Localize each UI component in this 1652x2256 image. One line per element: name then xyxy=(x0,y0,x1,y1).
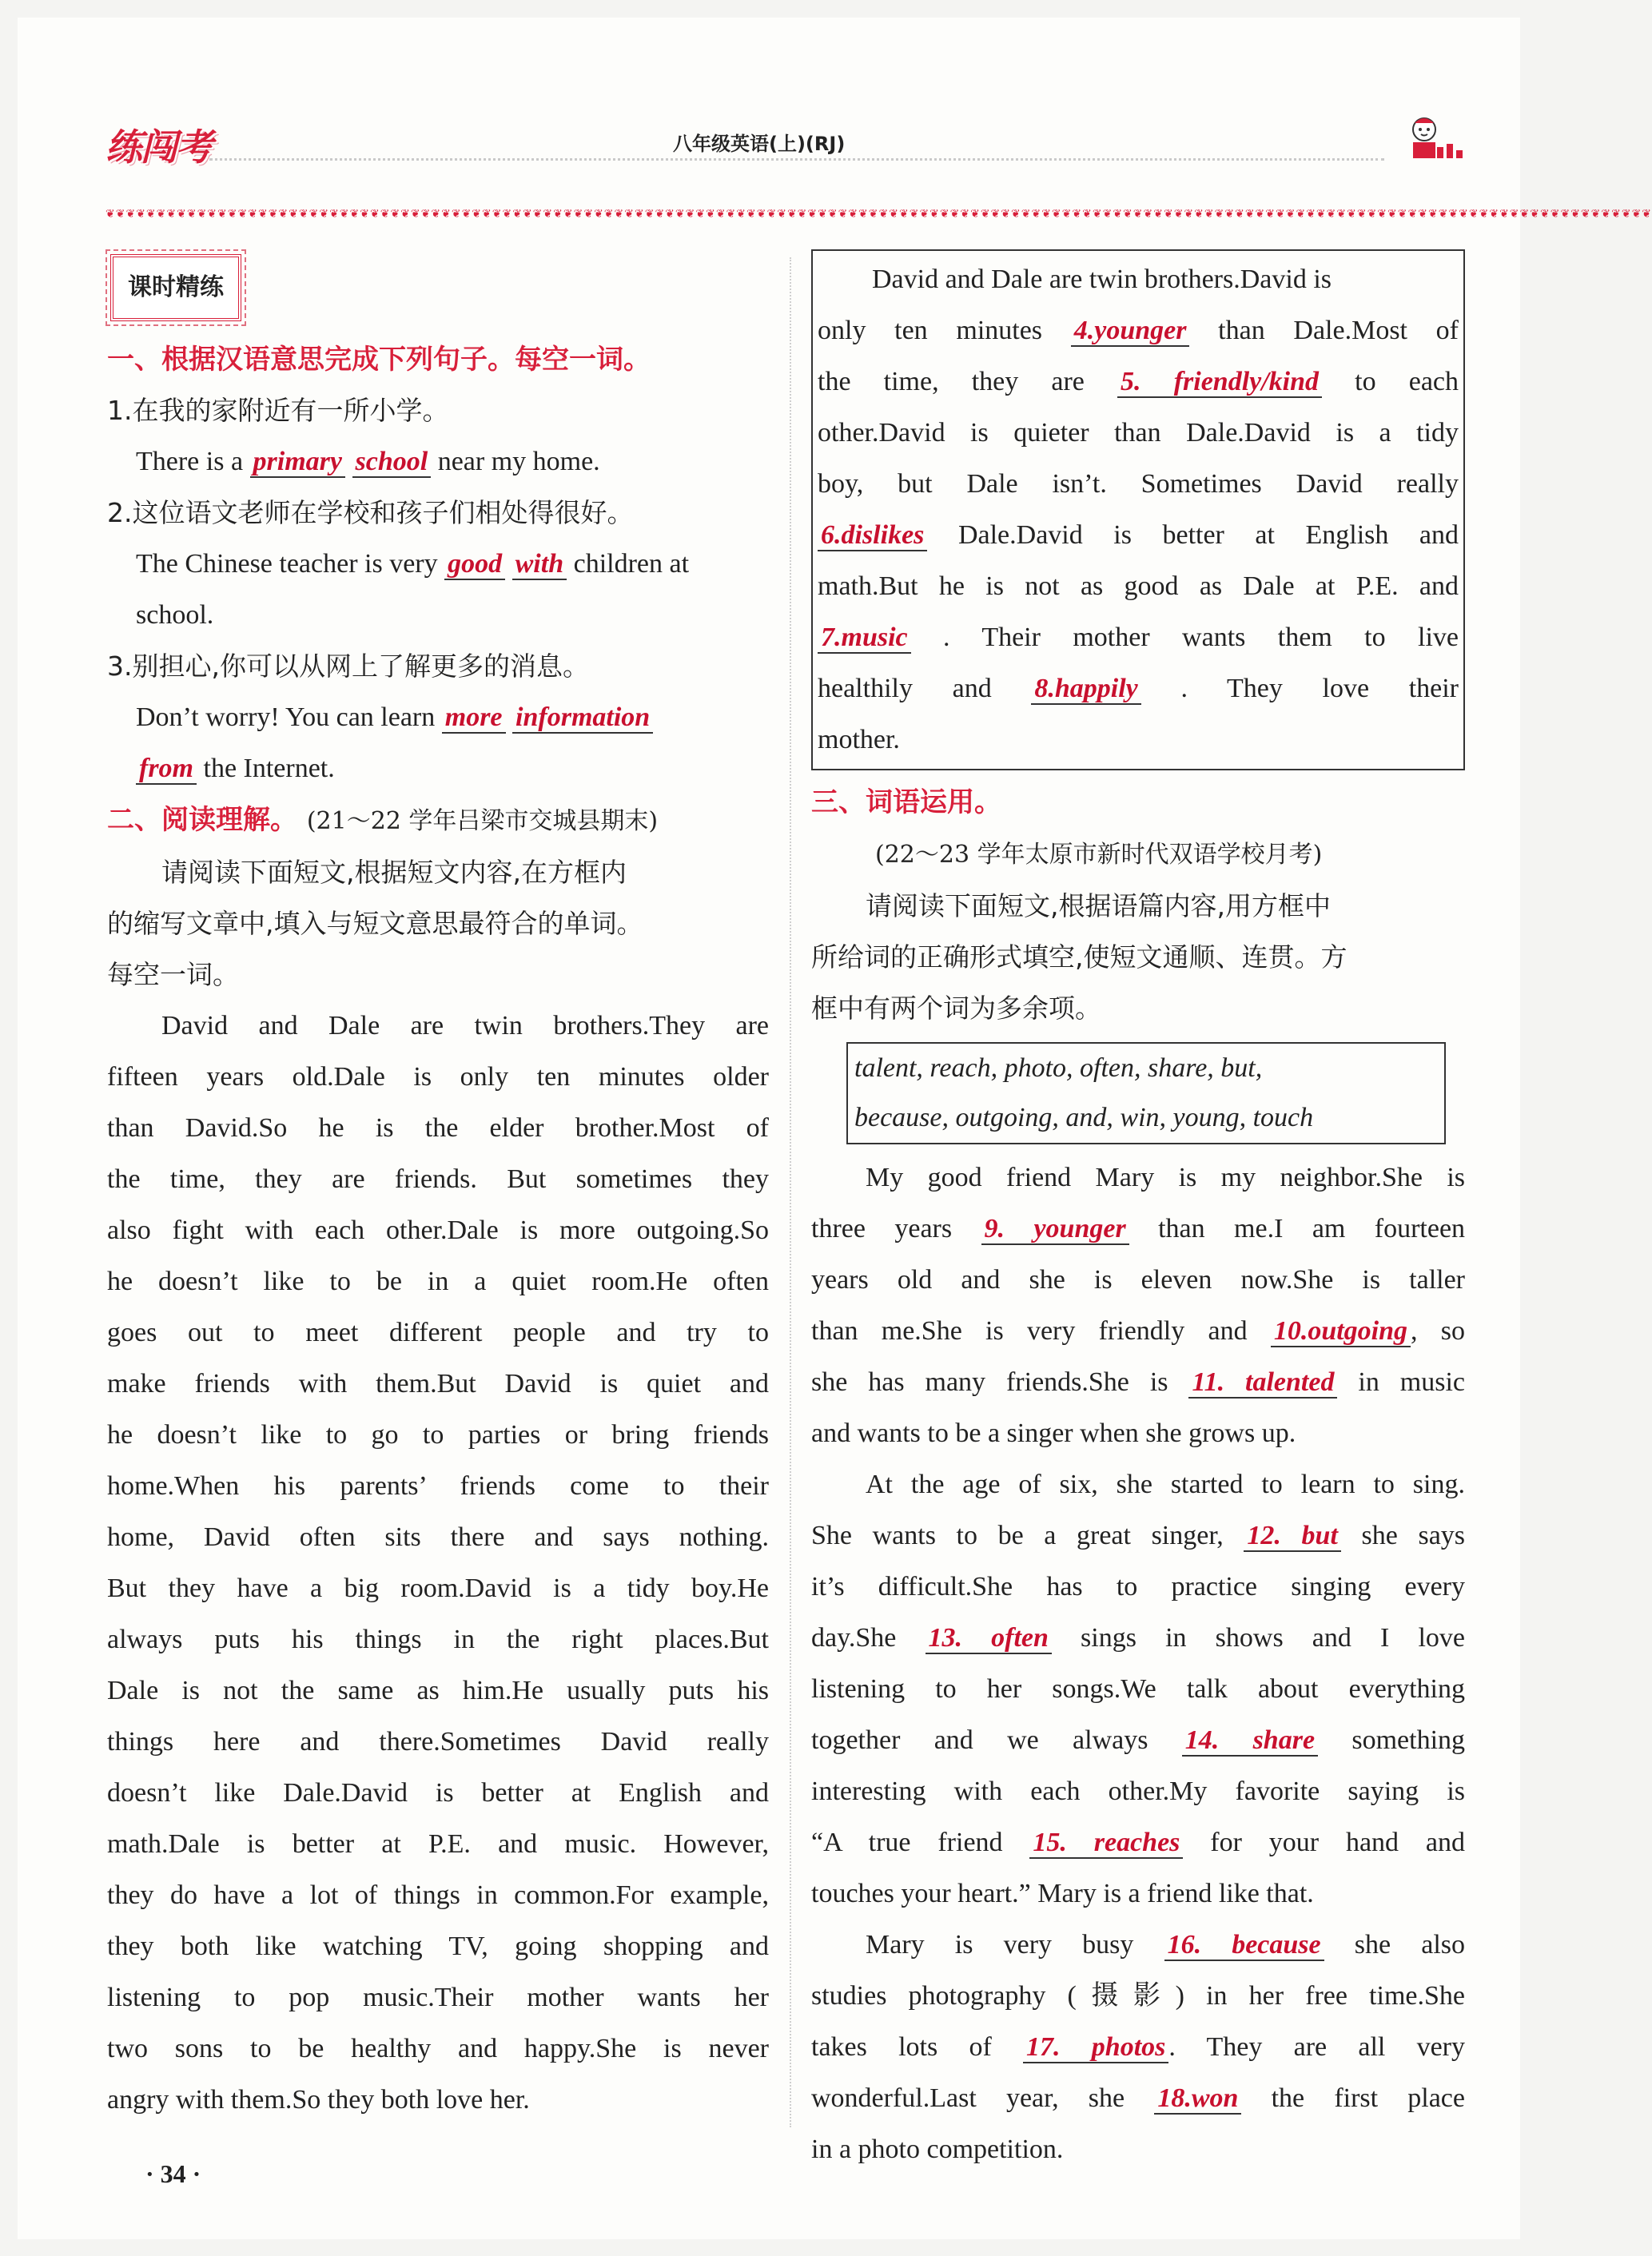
passage-line: the time, they are friends. But sometimes they xyxy=(107,1164,769,1194)
q2-answer-2: with xyxy=(512,549,567,580)
p2-line: listening to her songs.We talk about everything xyxy=(811,1674,1465,1704)
q3-answer-3: from xyxy=(136,754,197,785)
p1-line: My good friend Mary is my neighbor.She is xyxy=(866,1163,1465,1192)
p3-line: takes lots of 17. photos . They are all very xyxy=(811,2032,1466,2062)
passage-line: angry with them.So they both love her. xyxy=(107,2085,530,2115)
answer-12: 12. but xyxy=(1244,1521,1340,1552)
passage-line: make friends with them.But David is quiet and xyxy=(107,1369,769,1399)
passage-line: But they have a big room.David is a tidy boy.He xyxy=(107,1574,769,1603)
answer-7: 7.music xyxy=(818,623,911,654)
answer-16: 16. because xyxy=(1164,1930,1324,1961)
q3-answer-2: information xyxy=(512,702,653,734)
part3-instruction-3: 框中有两个词为多余项。 xyxy=(811,993,1101,1024)
passage-line: Dale is not the same as him.He usually puts his xyxy=(107,1676,769,1705)
passage-line: always puts his things in the right places.But xyxy=(107,1625,769,1654)
passage-line: he doesn’t like to go to parties or bring friends xyxy=(107,1420,769,1450)
answer-13: 13. often xyxy=(926,1623,1052,1654)
q3-answer-1: more xyxy=(442,702,506,734)
left-column xyxy=(107,249,769,2126)
part2-title: 二、阅读理解。 (21～22 学年吕梁市交城县期末) xyxy=(107,804,659,836)
summary-line: other.David is quieter than Dale.David is a tidy xyxy=(818,418,1459,448)
part1-title: 一、根据汉语意思完成下列句子。每空一词。 xyxy=(107,344,651,376)
answer-18: 18.won xyxy=(1154,2083,1241,2115)
answer-9: 9. younger xyxy=(981,1214,1129,1245)
summary-line: 7.music . Their mother wants them to live xyxy=(818,612,1459,663)
passage-line: home, David often sits there and says nothing. xyxy=(107,1522,769,1552)
passage-line: he doesn’t like to be in a quiet room.He often xyxy=(107,1267,769,1296)
passage-line: than David.So he is the elder brother.Most of xyxy=(107,1113,769,1143)
summary-box xyxy=(811,249,1465,770)
answer-8: 8.happily xyxy=(1031,674,1140,705)
part2-instruction-2: 的缩写文章中,填入与短文意思最符合的单词。 xyxy=(107,908,643,939)
answer-4: 4.younger xyxy=(1071,316,1190,347)
reading-passage xyxy=(107,1001,769,2126)
summary-line: healthily and 8.happily . They love their xyxy=(818,674,1459,703)
passage-line: two sons to be healthy and happy.She is never xyxy=(107,2034,769,2063)
page xyxy=(18,18,1652,2239)
summary-line: only ten minutes 4.younger than Dale.Most of xyxy=(818,316,1459,345)
mascot-icon xyxy=(1397,112,1464,163)
decorative-border-strip: ❦❦❦❦❦❦❦❦❦❦❦❦❦❦❦❦❦❦❦❦❦❦❦❦❦❦❦❦❦❦❦❦❦❦❦❦❦❦❦❦❦❦❦❦❦❦❦❦❦❦❦❦❦❦❦❦❦❦❦❦❦❦❦❦❦❦❦❦❦❦❦❦❦❦❦❦❦❦❦❦❦❦❦❦❦❦❦❦❦❦❦❦❦❦❦❦❦❦❦❦❦❦❦❦❦❦❦❦❦❦❦❦❦❦❦❦❦❦❦❦❦❦❦❦❦❦❦❦❦❦❦❦❦❦❦❦❦❦❦❦❦❦❦❦❦❦❦❦❦❦❦❦ xyxy=(105,208,1652,221)
q1-english: There is a primary school near my home. xyxy=(136,447,600,476)
column-divider xyxy=(790,257,791,2127)
q1-chinese: 1.在我的家附近有一所小学。 xyxy=(107,395,449,426)
p1-line: three years 9. younger than me.I am fourteen xyxy=(811,1214,1466,1243)
q2-english: The Chinese teacher is very good with children at xyxy=(136,549,690,579)
summary-line: the time, they are 5. friendly/kind to each xyxy=(818,367,1459,396)
p2-line: together and we always 14. share something xyxy=(811,1725,1466,1755)
passage-line: also fight with each other.Dale is more outgoing.So xyxy=(107,1216,769,1245)
part3-instruction-2: 所给词的正确形式填空,使短文通顺、连贯。方 xyxy=(811,941,1347,973)
part3-instruction-1: 请阅读下面短文,根据语篇内容,用方框中 xyxy=(866,890,1331,921)
p1-line: she has many friends.She is 11. talented in music xyxy=(811,1367,1465,1397)
right-column xyxy=(811,249,1465,2175)
answer-6: 6.dislikes xyxy=(818,520,927,551)
p2-line: At the age of six, she started to learn to sing. xyxy=(866,1470,1465,1499)
summary-line: mother. xyxy=(818,725,900,754)
answer-5: 5. friendly/kind xyxy=(1117,367,1322,398)
part3-source: (22～23 学年太原市新时代双语学校月考) xyxy=(875,841,1323,869)
p1-line: years old and she is eleven now.She is taller xyxy=(811,1265,1465,1295)
p3-line: studies photography (摄影) in her free time.She xyxy=(811,1981,1465,2011)
p2-line: touches your heart.” Mary is a friend like that. xyxy=(811,1879,1314,1908)
summary-line: David and Dale are twin brothers.David is xyxy=(872,265,1332,294)
p2-line: She wants to be a great singer, 12. but she says xyxy=(811,1521,1466,1550)
q1-answer-1: primary xyxy=(250,447,345,478)
passage-line: home.When his parents’ friends come to their xyxy=(107,1471,769,1501)
passage-line: doesn’t like Dale.David is better at English and xyxy=(107,1778,769,1808)
part3-title: 三、词语运用。 xyxy=(811,786,1001,818)
p3-line: Mary is very busy 16. because she also xyxy=(866,1930,1466,1960)
q2-chinese: 2.这位语文老师在学校和孩子们相处得很好。 xyxy=(107,497,634,528)
p1-line: than me.She is very friendly and 10.outgoing , so xyxy=(811,1316,1466,1346)
answer-10: 10.outgoing xyxy=(1271,1316,1411,1347)
answer-17: 17. photos xyxy=(1023,2032,1168,2063)
p1-line: and wants to be a singer when she grows up. xyxy=(811,1418,1296,1448)
passage-line: listening to pop music.Their mother wants her xyxy=(107,1983,769,2012)
word-bank-line: talent, reach, photo, often, share, but, xyxy=(854,1053,1263,1083)
q3-english: Don’t worry! You can learn more information xyxy=(107,692,769,743)
passage-line: they both like watching TV, going shopping and xyxy=(107,1932,769,1961)
p2-line: “A true friend 15. reaches for your hand and xyxy=(811,1828,1465,1857)
passage-line: David and Dale are twin brothers.They are xyxy=(161,1011,769,1040)
word-bank-line: because, outgoing, and, win, young, touch xyxy=(854,1103,1314,1132)
q3-english-cont: from the Internet. xyxy=(107,743,769,794)
passage-line: they do have a lot of things in common.For example, xyxy=(107,1880,769,1910)
p3-line: wonderful.Last year, she 18.won the first place xyxy=(811,2083,1465,2113)
answer-11: 11. talented xyxy=(1188,1367,1337,1399)
page-number: · 34 · xyxy=(145,2159,201,2188)
part2-source: (21～22 学年吕梁市交城县期末) xyxy=(306,807,659,835)
subject-title: 八年级英语(上)(RJ) xyxy=(673,133,846,155)
summary-line: math.But he is not as good as Dale at P.E. and xyxy=(818,571,1459,601)
passage-line: fifteen years old.Dale is only ten minutes older xyxy=(107,1062,769,1092)
q1-answer-2: school xyxy=(352,447,432,478)
brand-logo: 练闯考 xyxy=(105,125,211,169)
page-header xyxy=(82,104,1472,168)
p3-line: in a photo competition. xyxy=(811,2135,1064,2164)
part2-instruction-1: 请阅读下面短文,根据短文内容,在方框内 xyxy=(161,857,627,888)
header-dotted-rule xyxy=(209,158,1384,161)
p2-line: interesting with each other.My favorite saying is xyxy=(811,1777,1465,1806)
section-badge: 课时精练 xyxy=(110,254,241,321)
q2-answer-1: good xyxy=(444,549,505,580)
p2-line: it’s difficult.She has to practice singing every xyxy=(811,1572,1465,1601)
q3-chinese: 3.别担心,你可以从网上了解更多的消息。 xyxy=(107,651,589,682)
passage-line: math.Dale is better at P.E. and music. However, xyxy=(107,1829,769,1859)
answer-14: 14. share xyxy=(1182,1725,1318,1757)
word-bank-box xyxy=(846,1042,1446,1144)
passage-line: goes out to meet different people and try to xyxy=(107,1318,769,1347)
answer-15: 15. reaches xyxy=(1029,1828,1183,1859)
passage-line: things here and there.Sometimes David really xyxy=(107,1727,769,1757)
q2-english-cont: school. xyxy=(136,600,214,630)
p2-line: day.She 13. often sings in shows and I love xyxy=(811,1623,1465,1653)
part2-instruction-3: 每空一词。 xyxy=(107,959,239,990)
summary-line: boy, but Dale isn’t. Sometimes David really xyxy=(818,469,1459,499)
summary-line: 6.dislikes Dale.David is better at English and xyxy=(818,510,1459,561)
